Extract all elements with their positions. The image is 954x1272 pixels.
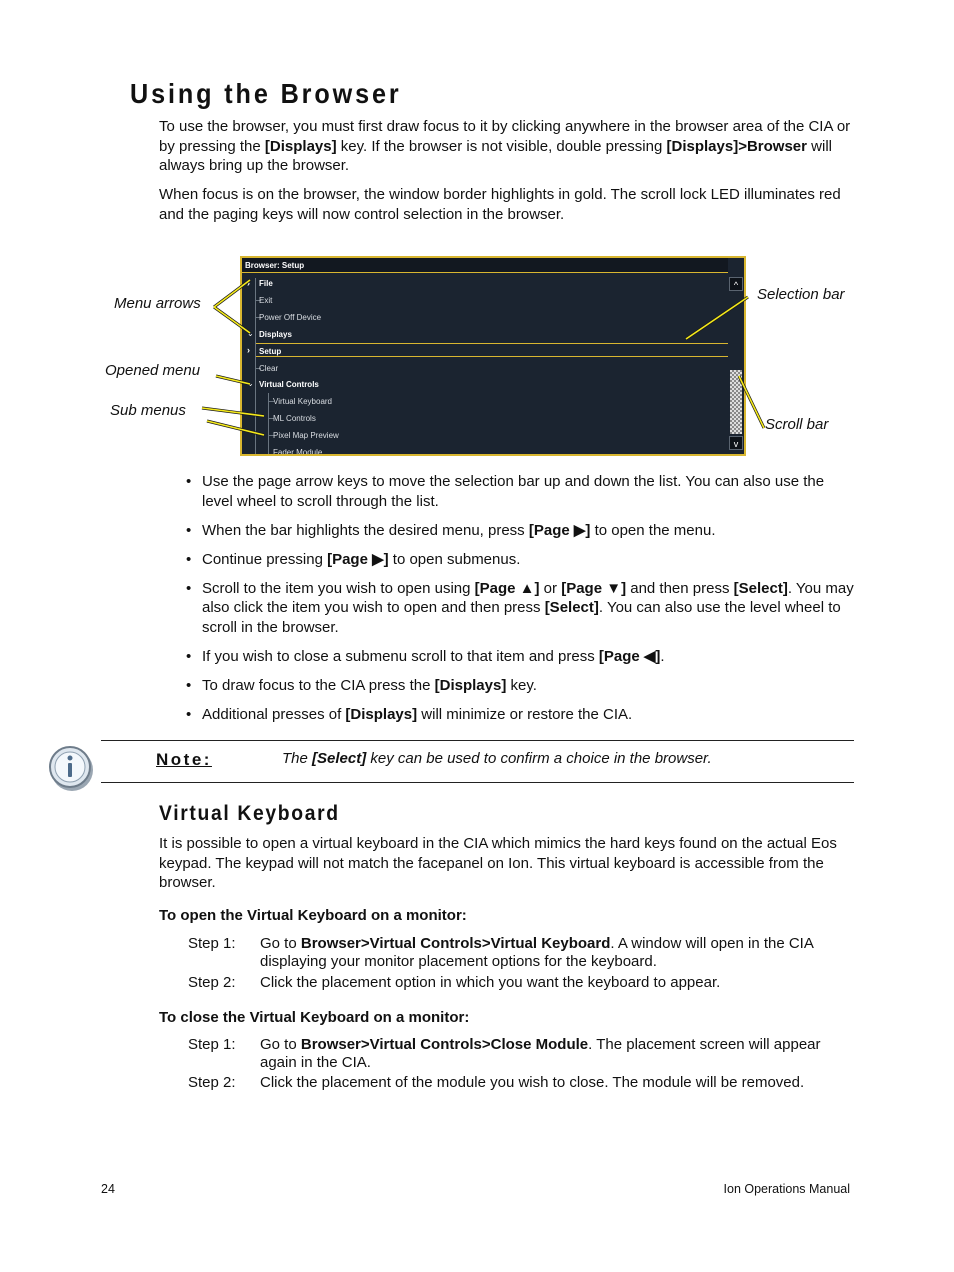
note-top-rule bbox=[101, 740, 854, 741]
callout-opened-menu: Opened menu bbox=[105, 362, 201, 379]
callout-scroll-bar: Scroll bar bbox=[765, 416, 829, 433]
list-item: • To draw focus to the CIA press the [Displays] key. bbox=[186, 676, 537, 694]
scroll-up-button: ^ bbox=[729, 277, 743, 291]
browser-item-file: File bbox=[259, 279, 273, 288]
procedure-title-open: To open the Virtual Keyboard on a monitor: bbox=[159, 907, 467, 924]
instructions-list bbox=[186, 472, 854, 734]
section-heading: Virtual Keyboard bbox=[159, 802, 340, 825]
note-text: The [Select] key can be used to confirm a choice in the browser. bbox=[282, 750, 712, 767]
procedure-title-close: To close the Virtual Keyboard on a monitor: bbox=[159, 1009, 470, 1026]
info-icon bbox=[47, 743, 95, 793]
browser-item-pixel-map: Pixel Map Preview bbox=[273, 431, 339, 440]
browser-item-ml-controls: ML Controls bbox=[273, 414, 316, 423]
list-item: • If you wish to close a submenu scroll to that item and press [Page ◀]. bbox=[186, 647, 665, 665]
browser-window-title: Browser: Setup bbox=[242, 258, 728, 273]
browser-item-power-off: Power Off Device bbox=[259, 313, 322, 322]
callout-menu-arrows: Menu arrows bbox=[114, 295, 201, 312]
note-label: Note: bbox=[156, 750, 212, 769]
browser-item-virtual-keyboard: Virtual Keyboard bbox=[273, 397, 332, 406]
list-item: • Use the page arrow keys to move the selection bar up and down the list. You can also use the level wheel to scroll through the list. bbox=[186, 473, 825, 510]
list-item: • Scroll to the item you wish to open using [Page ▲] or [Page ▼] and then press [Select]. You may also click the item you wish to open and then press [Select]. You can also use the level wheel to scroll in the browser. bbox=[186, 579, 854, 636]
browser-item-exit: Exit bbox=[259, 296, 273, 305]
browser-item-fader-module: Fader Module bbox=[273, 448, 323, 456]
virtual-keyboard-intro: It is possible to open a virtual keyboard in the CIA which mimics the hard keys found on the actual Eos keypad. The keypad will not match the facepanel on Ion. This virtual keyboard is accessible from the browser. bbox=[159, 835, 837, 891]
menu-arrow-down-icon: ⌄ bbox=[247, 379, 254, 388]
list-item: • Continue pressing [Page ▶] to open submenus. bbox=[186, 550, 521, 568]
list-item: • Additional presses of [Displays] will minimize or restore the CIA. bbox=[186, 705, 633, 723]
menu-arrow-right-icon: › bbox=[247, 345, 250, 355]
page-title: Using the Browser bbox=[130, 78, 402, 109]
scroll-down-button: v bbox=[729, 436, 743, 450]
note-bottom-rule bbox=[101, 782, 854, 783]
callout-selection-bar: Selection bar bbox=[757, 286, 845, 303]
callout-sub-menus: Sub menus bbox=[110, 402, 186, 419]
browser-item-displays: Displays bbox=[259, 330, 292, 339]
browser-item-clear: Clear bbox=[259, 364, 279, 373]
menu-arrow-down-icon: ⌄ bbox=[247, 329, 254, 338]
intro-paragraph-2: When focus is on the browser, the window border highlights in gold. The scroll lock LED illuminates red and the paging keys will now control selection in the browser. bbox=[159, 186, 841, 223]
browser-item-virtual-controls: Virtual Controls bbox=[259, 380, 319, 389]
menu-arrow-right-icon: › bbox=[247, 278, 250, 288]
list-item: • When the bar highlights the desired menu, press [Page ▶] to open the menu. bbox=[186, 521, 716, 539]
intro-paragraph-1: To use the browser, you must first draw focus to it by clicking anywhere in the browser area of the CIA or by pressing the [Displays] key. If the browser is not visible, double pressing [Displays]>Browser will always bring up the browser. bbox=[159, 118, 851, 174]
manual-title: Ion Operations Manual bbox=[723, 1182, 850, 1196]
browser-item-setup: Setup bbox=[259, 347, 282, 356]
page-number: 24 bbox=[101, 1182, 115, 1196]
